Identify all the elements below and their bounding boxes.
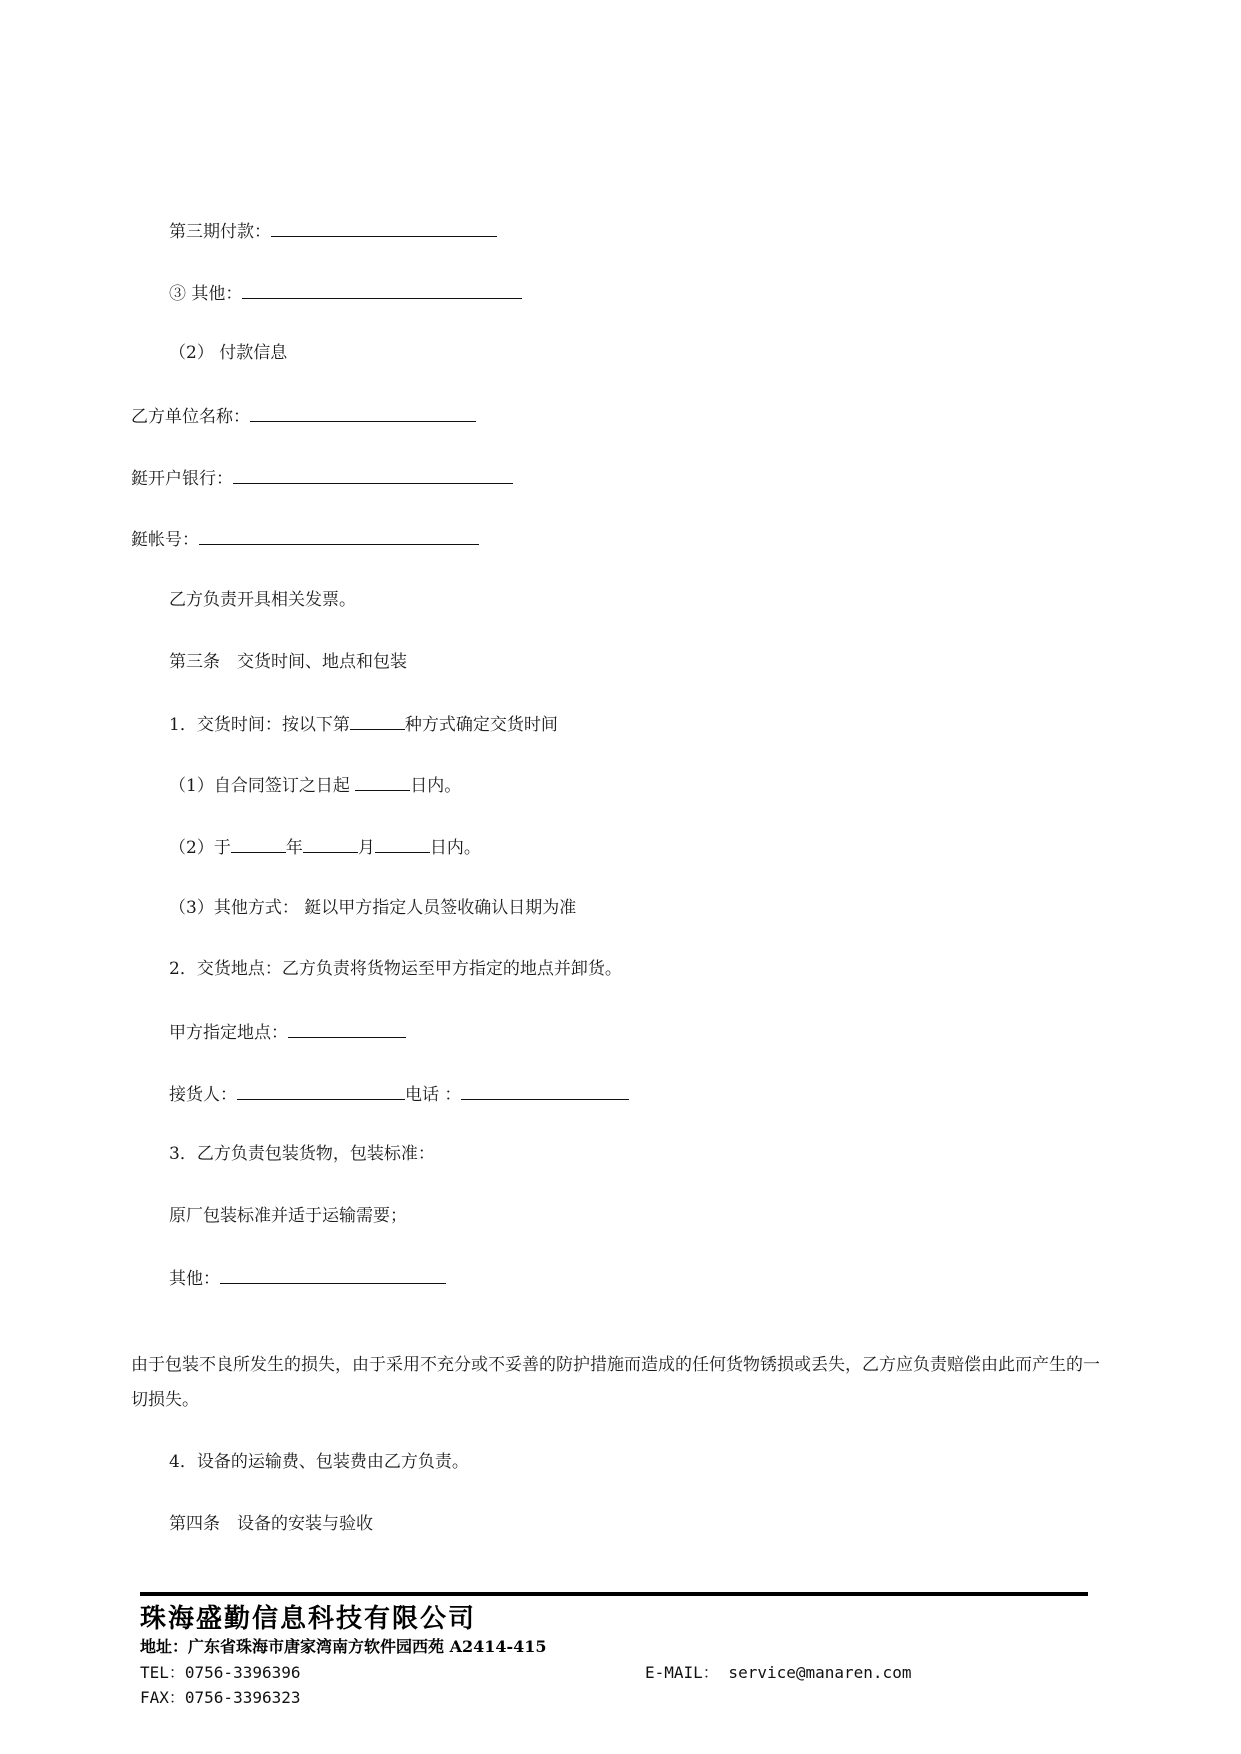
delivery-place-line: 2．交货地点：乙方负责将货物运至甲方指定的地点并卸货。 xyxy=(169,959,622,979)
account-blank xyxy=(199,527,479,545)
other-label: ③ 其他： xyxy=(169,284,243,304)
phone-blank xyxy=(461,1082,629,1100)
account-label: 鋌帐号： xyxy=(131,530,199,550)
company-fax: FAX：0756-3396323 xyxy=(140,1688,301,1707)
option-2-label: （2）于 xyxy=(169,838,231,858)
designated-place-blank xyxy=(288,1020,406,1038)
freight-cost-line: 4．设备的运输费、包装费由乙方负责。 xyxy=(169,1452,469,1472)
payment-third-blank xyxy=(271,219,497,237)
option-1-label: （1）自合同签订之日起 xyxy=(169,776,356,796)
month-label: 月 xyxy=(357,838,375,858)
delivery-time-line xyxy=(169,712,558,736)
receiver-blank xyxy=(237,1082,405,1100)
delivery-method-blank xyxy=(350,712,405,730)
year-blank xyxy=(231,835,286,853)
day-label: 日内。 xyxy=(429,838,481,858)
option-1-tail: 日内。 xyxy=(410,776,462,796)
company-address: 地址：广东省珠海市唐家湾南方软件园西苑 A2414-415 xyxy=(140,1637,547,1656)
packaging-other-blank xyxy=(220,1266,446,1284)
delivery-time-label: 1．交货时间：按以下第 xyxy=(169,715,350,735)
packaging-other-line xyxy=(169,1266,446,1290)
payment-third-line xyxy=(169,219,497,243)
packaging-standard-line: 原厂包装标准并适于运输需要； xyxy=(169,1206,407,1226)
option-1-line xyxy=(169,773,461,797)
receiver-label: 接货人： xyxy=(169,1085,237,1105)
payment-info-heading: （2） 付款信息 xyxy=(169,343,288,363)
packaging-line: 3．乙方负责包装货物，包装标准： xyxy=(169,1144,435,1164)
bank-line xyxy=(131,466,513,490)
footer-divider xyxy=(140,1592,1088,1596)
year-label: 年 xyxy=(285,838,303,858)
party-b-name-line xyxy=(131,404,476,428)
party-b-name-label: 乙方单位名称： xyxy=(131,407,250,427)
company-name: 珠海盛勤信息科技有限公司 xyxy=(140,1604,477,1634)
option-3-line: （3）其他方式： 鋌以甲方指定人员签收确认日期为准 xyxy=(169,898,577,918)
other-line xyxy=(169,281,522,305)
designated-place-label: 甲方指定地点： xyxy=(169,1023,288,1043)
option-2-line xyxy=(169,835,481,859)
company-tel: TEL：0756-3396396 xyxy=(140,1663,301,1682)
payment-third-label: 第三期付款： xyxy=(169,222,271,242)
article-four-heading: 第四条 设备的安装与验收 xyxy=(169,1514,373,1534)
delivery-time-tail: 种方式确定交货时间 xyxy=(404,715,558,735)
phone-label: 电话 ： xyxy=(405,1085,462,1105)
bank-label: 鋌开户银行： xyxy=(131,469,233,489)
designated-place-line xyxy=(169,1020,406,1044)
receiver-line xyxy=(169,1082,629,1106)
other-blank xyxy=(242,281,522,299)
article-three-heading: 第三条 交货时间、地点和包装 xyxy=(169,652,407,672)
option-1-days-blank xyxy=(355,773,410,791)
invoice-line: 乙方负责开具相关发票。 xyxy=(169,590,356,610)
month-blank xyxy=(303,835,358,853)
bank-blank xyxy=(233,466,513,484)
account-line xyxy=(131,527,479,551)
party-b-name-blank xyxy=(250,404,476,422)
day-blank xyxy=(375,835,430,853)
damage-liability-paragraph: 由于包装不良所发生的损失，由于采用不充分或不妥善的防护措施而造成的任何货物锈损或丢失，乙方应负责赔偿由此而产生的一切损失。 xyxy=(131,1355,1100,1410)
packaging-other-label: 其他： xyxy=(169,1269,220,1289)
company-email: E-MAIL： service@manaren.com xyxy=(645,1663,912,1682)
